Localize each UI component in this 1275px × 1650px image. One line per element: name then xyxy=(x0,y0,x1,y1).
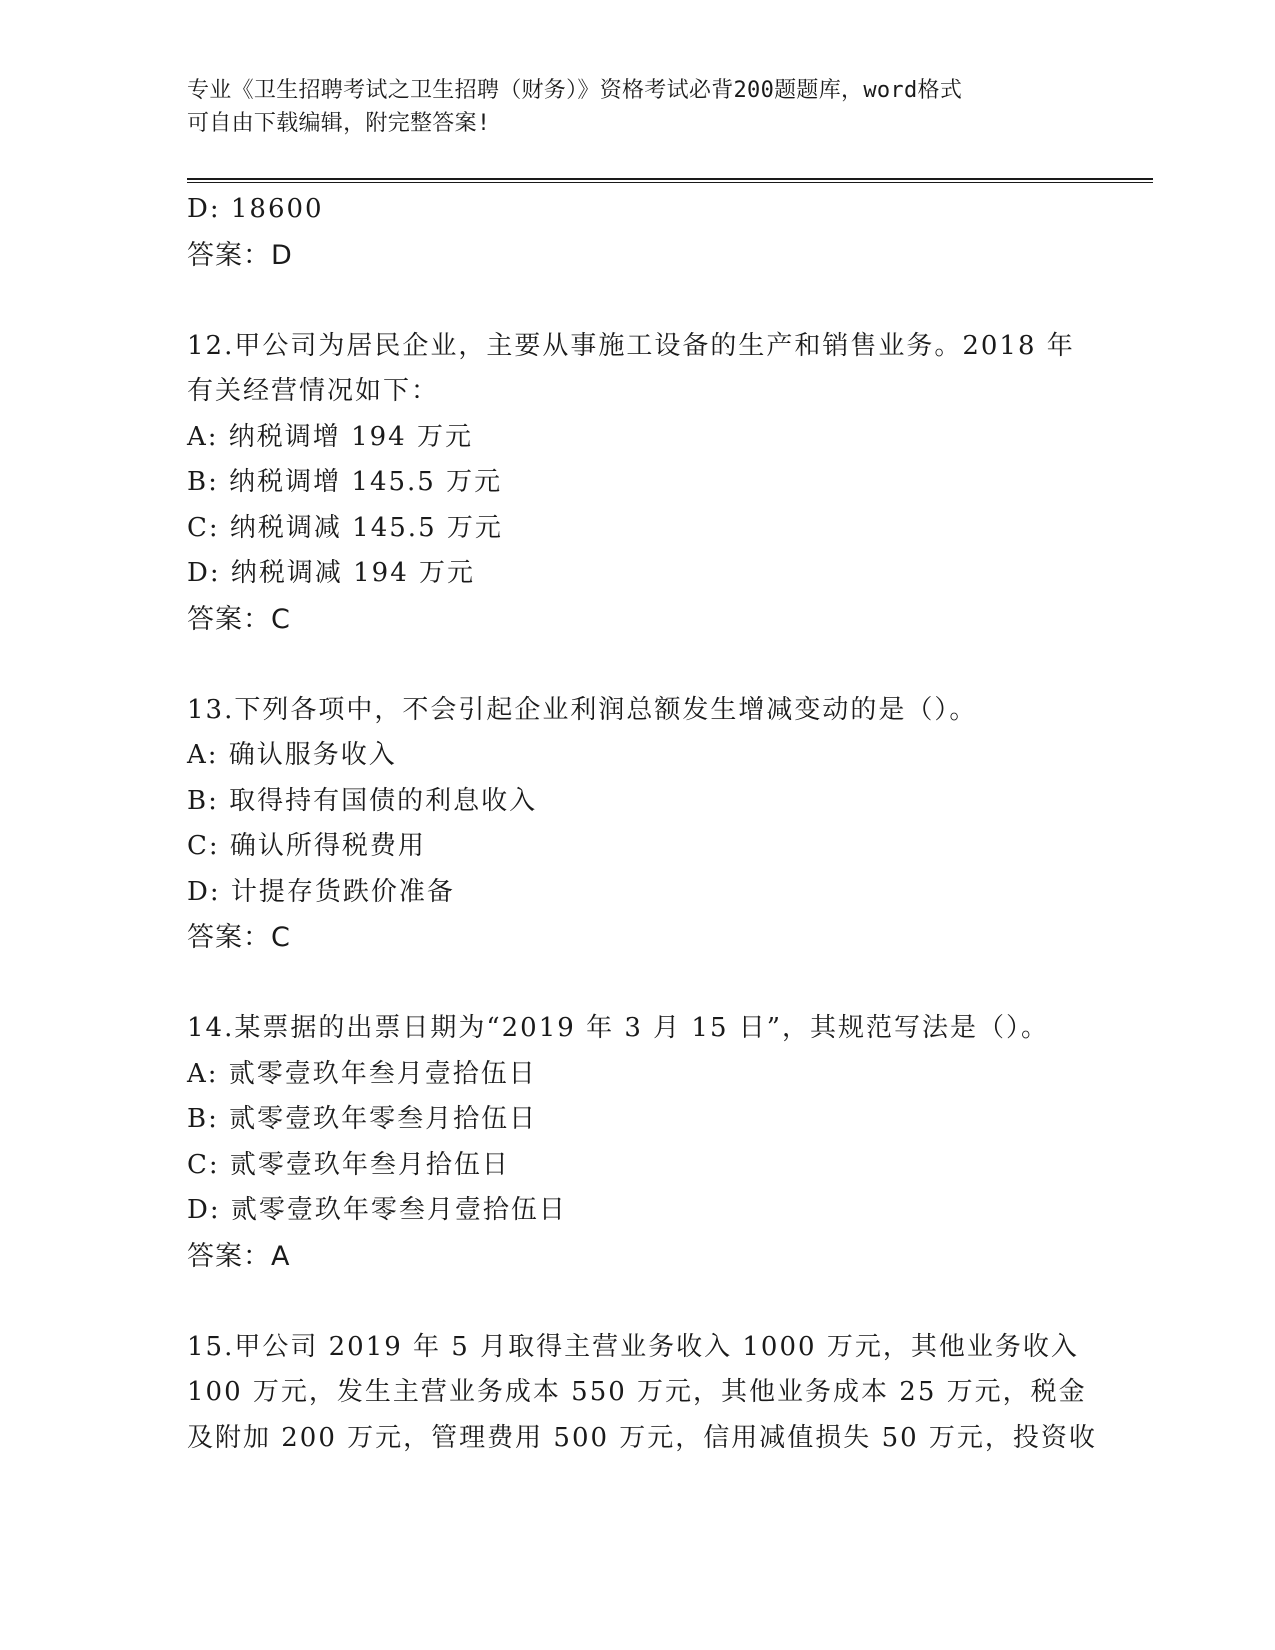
answer: 答案：C xyxy=(187,922,291,953)
answer: 答案：D xyxy=(187,239,293,271)
question-list xyxy=(187,187,1097,1461)
question-stem: 及附加 200 万元，管理费用 500 万元，信用减值损失 50 万元，投资收 xyxy=(187,1422,1097,1453)
spacer xyxy=(187,278,1087,324)
option-b: B: 贰零壹玖年零叁月拾伍日 xyxy=(187,1104,538,1134)
option-a: A: 确认服务收入 xyxy=(187,740,397,770)
question-13 xyxy=(187,688,1087,961)
option-d: D: 计提存货跌价准备 xyxy=(187,876,455,907)
spacer xyxy=(187,961,1087,1007)
page-header xyxy=(187,74,1067,140)
header-title-line-2: 可自由下载编辑，附完整答案! xyxy=(187,111,491,136)
spacer xyxy=(187,642,1087,688)
question-stem: 有关经营情况如下： xyxy=(187,376,440,406)
option-d: D: 纳税调减 194 万元 xyxy=(187,558,476,588)
option-b: B: 纳税调增 145.5 万元 xyxy=(187,467,503,497)
option-c: C: 确认所得税费用 xyxy=(187,831,426,861)
spacer xyxy=(187,1279,1087,1325)
question-15 xyxy=(187,1325,1097,1462)
option-c: C: 纳税调减 145.5 万元 xyxy=(187,512,503,543)
option-d: D: 18600 xyxy=(187,194,324,224)
option-c: C: 贰零壹玖年叁月拾伍日 xyxy=(187,1149,510,1180)
option-d: D: 贰零壹玖年零叁月壹拾伍日 xyxy=(187,1195,567,1225)
question-stem: 14.某票据的出票日期为“2019 年 3 月 15 日”，其规范写法是（）。 xyxy=(187,1013,1050,1043)
question-11 xyxy=(187,187,1087,278)
option-a: A: 纳税调增 194 万元 xyxy=(187,421,473,452)
question-12 xyxy=(187,324,1087,643)
option-b: B: 取得持有国债的利息收入 xyxy=(187,785,538,816)
question-stem: 12.甲公司为居民企业，主要从事施工设备的生产和销售业务。2018 年 xyxy=(187,330,1075,361)
question-14 xyxy=(187,1006,1087,1279)
question-stem: 15.甲公司 2019 年 5 月取得主营业务收入 1000 万元，其他业务收入 xyxy=(187,1331,1079,1362)
answer: 答案：C xyxy=(187,603,291,635)
answer: 答案：A xyxy=(187,1240,291,1272)
option-a: A: 贰零壹玖年叁月壹拾伍日 xyxy=(187,1058,537,1089)
question-stem: 100 万元，发生主营业务成本 550 万元，其他业务成本 25 万元，税金 xyxy=(187,1377,1087,1407)
header-title-line-1: 专业《卫生招聘考试之卫生招聘（财务）》资格考试必背200题题库，word格式 xyxy=(187,78,963,103)
question-stem: 13.下列各项中，不会引起企业利润总额发生增减变动的是（）。 xyxy=(187,694,978,725)
header-divider xyxy=(187,178,1153,183)
